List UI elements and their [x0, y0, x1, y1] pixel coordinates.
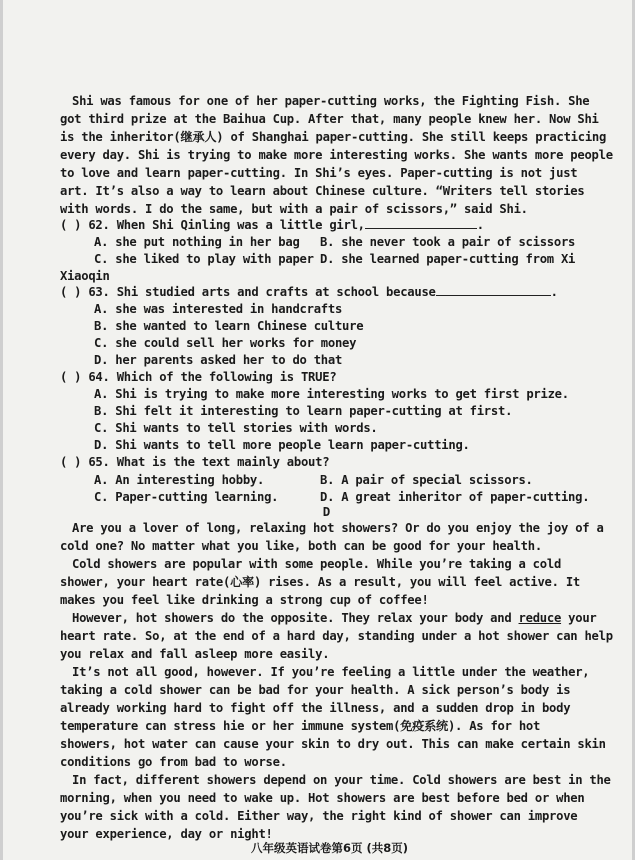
- option-b: B. she never took a pair of scissors: [320, 235, 576, 249]
- passage-d-line: taking a cold shower can be bad for your health. A sick person’s body is: [60, 683, 571, 697]
- passage-c-line: is the inheritor(继承人) of Shanghai paper-cutting. She still keeps practicing: [60, 130, 607, 144]
- option-c: C. Shi wants to tell stories with words.: [94, 421, 378, 435]
- passage-d-line: Are you a lover of long, relaxing hot showers? Or do you enjoy the joy of a: [72, 521, 604, 535]
- passage-d-line: makes you feel like drinking a strong cup of coffee!: [60, 593, 429, 607]
- section-heading: D: [322, 504, 331, 519]
- answer-blank[interactable]: [436, 285, 551, 296]
- page-left-edge: [0, 0, 3, 860]
- passage-d-line: you’re sick with a cold. Either way, the right kind of shower can improve: [60, 809, 578, 823]
- option-d: D. Shi wants to tell more people learn paper-cutting.: [94, 438, 470, 452]
- passage-c-line: to love and learn paper-cutting. In Shi’s eyes. Paper-cutting is not just: [60, 166, 578, 180]
- passage-d-text: your: [561, 611, 597, 625]
- passage-d-line: shower, your heart rate(心率) rises. As a result, you will feel active. It: [60, 575, 580, 589]
- question-prefix: ( ) 63. Shi studied arts and crafts at school because: [60, 285, 436, 299]
- question-stem: [60, 284, 558, 300]
- option-d: D. she learned paper-cutting from Xi: [320, 252, 576, 266]
- passage-d-text: However, hot showers do the opposite. They relax your body and: [72, 611, 512, 625]
- answer-blank[interactable]: [365, 218, 477, 229]
- passage-c-line: every day. Shi is trying to make more interesting works. She wants more people: [60, 148, 613, 162]
- question-suffix: .: [476, 218, 484, 232]
- passage-d-line: Cold showers are popular with some people. While you’re taking a cold: [72, 557, 562, 571]
- passage-d-line: morning, when you need to wake up. Hot showers are best before bed or when: [60, 791, 585, 805]
- passage-c-line: got third prize at the Baihua Cup. After that, many people knew her. Now Shi: [60, 112, 599, 126]
- underlined-word: reduce: [518, 611, 562, 625]
- option-c: C. Paper-cutting learning.: [94, 490, 279, 504]
- option-b: B. she wanted to learn Chinese culture: [94, 319, 364, 333]
- option-c: C. she could sell her works for money: [94, 336, 357, 350]
- question-stem: ( ) 64. Which of the following is TRUE?: [60, 370, 337, 384]
- passage-d-line: your experience, day or night!: [60, 827, 273, 841]
- question-suffix: .: [550, 285, 558, 299]
- question-stem: [60, 217, 484, 233]
- question-stem: ( ) 65. What is the text mainly about?: [60, 455, 330, 469]
- option-c: C. she liked to play with paper: [94, 252, 314, 266]
- option-a: A. An interesting hobby.: [94, 473, 265, 487]
- option-b: B. Shi felt it interesting to learn paper-cutting at first.: [94, 404, 513, 418]
- option-d: D. her parents asked her to do that: [94, 353, 343, 367]
- passage-d-line: already working hard to fight off the illness, and a sudden drop in body: [60, 701, 571, 715]
- option-a: A. Shi is trying to make more interesting works to get first prize.: [94, 387, 569, 401]
- option-b: B. A pair of special scissors.: [320, 473, 533, 487]
- passage-d-line: It’s not all good, however. If you’re feeling a little under the weather,: [72, 665, 590, 679]
- passage-d-line: heart rate. So, at the end of a hard day, standing under a hot shower can help: [60, 629, 613, 643]
- option-d: D. A great inheritor of paper-cutting.: [320, 490, 590, 504]
- passage-d-line: you relax and fall asleep more easily.: [60, 647, 330, 661]
- passage-d-line: conditions go from bad to worse.: [60, 755, 287, 769]
- passage-d-line: showers, hot water can cause your skin to dry out. This can make certain skin: [60, 737, 606, 751]
- passage-c-line: with words. I do the same, but with a pair of scissors,” said Shi.: [60, 202, 528, 216]
- passage-d-line: cold one? No matter what you like, both can be good for your health.: [60, 539, 542, 553]
- passage-d-line: In fact, different showers depend on your time. Cold showers are best in the: [72, 773, 611, 787]
- passage-c-line: art. It’s also a way to learn about Chinese culture. “Writers tell stories: [60, 184, 585, 198]
- passage-d-line: [72, 610, 597, 626]
- passage-c-line: Shi was famous for one of her paper-cutting works, the Fighting Fish. She: [72, 94, 590, 108]
- option-a: A. she was interested in handcrafts: [94, 302, 343, 316]
- option-d-wrap: Xiaoqin: [60, 269, 110, 283]
- option-a: A. she put nothing in her bag: [94, 235, 300, 249]
- page-footer: 八年级英语试卷第6页 (共8页): [250, 841, 409, 855]
- question-prefix: ( ) 62. When Shi Qinling was a little girl,: [60, 218, 365, 232]
- passage-d-line: temperature can stress hie or her immune system(免疫系统). As for hot: [60, 719, 541, 733]
